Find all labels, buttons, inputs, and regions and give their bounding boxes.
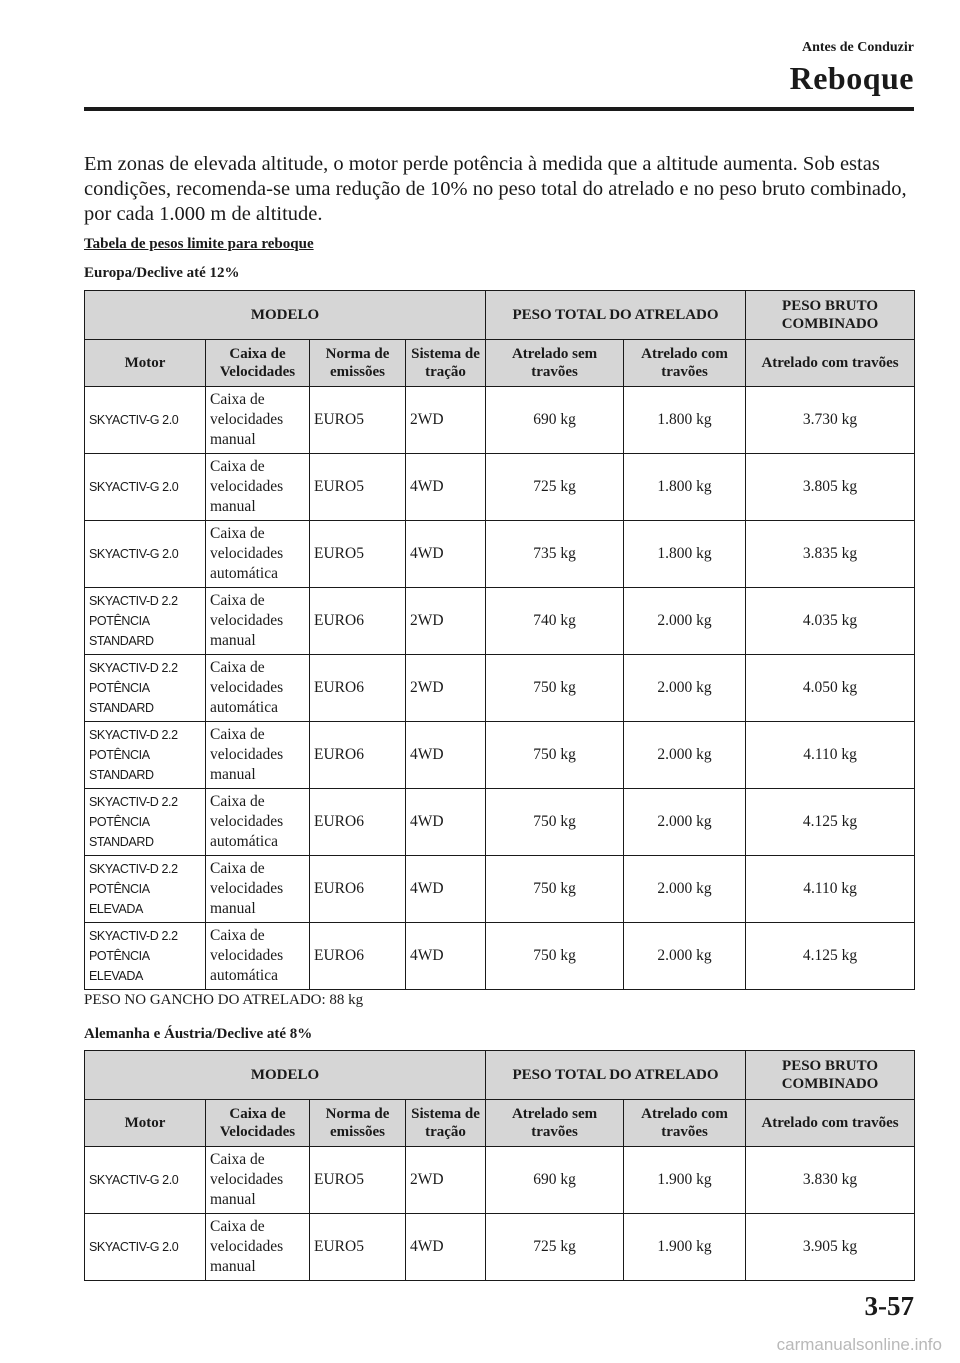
header-caixa: Caixa de Velocidades [206,340,310,387]
cell-tracao: 2WD [406,655,486,722]
motor-line: SKYACTIV-G 2.0 [89,547,179,561]
cell-caixa [206,789,310,856]
caixa-line: automática [210,833,278,850]
cell-com-travoes: 1.800 kg [624,521,746,588]
caixa-line: manual [210,1258,256,1275]
cell-tracao: 2WD [406,588,486,655]
page-number: 3-57 [864,1291,914,1321]
cell-com-travoes: 1.800 kg [624,387,746,454]
cell-com-travoes: 1.900 kg [624,1147,746,1214]
header-bruto-com-travoes: Atrelado com travões [746,340,915,387]
cell-caixa [206,722,310,789]
caixa-line: manual [210,900,256,917]
header-motor: Motor [85,340,206,387]
cell-tracao: 4WD [406,789,486,856]
header-peso-total: PESO TOTAL DO ATRELADO [486,1051,746,1100]
caixa-line: velocidades [210,746,284,763]
caixa-line: velocidades [210,545,284,562]
cell-tracao: 2WD [406,387,486,454]
caixa-line: velocidades [210,813,284,830]
header-modelo: MODELO [85,291,486,340]
caixa-line: automática [210,967,278,984]
cell-com-travoes: 1.900 kg [624,1214,746,1281]
table-body [85,1147,915,1281]
header-com-travoes: Atrelado com travões [624,1100,746,1147]
table-row [85,387,915,454]
caixa-line: velocidades [210,947,284,964]
caixa-line: Caixa de [210,1151,265,1168]
watermark: carmanualsonline.info [776,1335,942,1354]
cell-norma: EURO6 [310,588,406,655]
section-header: Antes de Conduzir [801,40,914,55]
cell-norma: EURO6 [310,722,406,789]
motor-line: SKYACTIV-G 2.0 [89,480,179,494]
caixa-line: Caixa de [210,391,265,408]
motor-line: STANDARD [89,768,154,782]
cell-sem-travoes: 725 kg [486,1214,624,1281]
caixa-line: Caixa de [210,592,265,609]
motor-line: STANDARD [89,634,154,648]
cell-tracao: 4WD [406,454,486,521]
caixa-line: Caixa de [210,927,265,944]
cell-norma: EURO6 [310,923,406,990]
header-norma: Norma de emissões [310,1100,406,1147]
cell-com-travoes: 2.000 kg [624,856,746,923]
cell-norma: EURO6 [310,655,406,722]
caixa-line: velocidades [210,679,284,696]
cell-tracao: 4WD [406,856,486,923]
cell-peso-bruto: 3.905 kg [746,1214,915,1281]
cell-peso-bruto: 4.050 kg [746,655,915,722]
header-com-travoes: Atrelado com travões [624,340,746,387]
motor-line: POTÊNCIA [89,681,150,695]
cell-tracao: 4WD [406,1214,486,1281]
cell-caixa [206,521,310,588]
header-motor: Motor [85,1100,206,1147]
cell-sem-travoes: 750 kg [486,789,624,856]
motor-line: SKYACTIV-G 2.0 [89,1173,179,1187]
header-bruto-com-travoes: Atrelado com travões [746,1100,915,1147]
caixa-line: Caixa de [210,860,265,877]
motor-line: ELEVADA [89,902,143,916]
cell-caixa [206,454,310,521]
cell-norma: EURO6 [310,789,406,856]
cell-tracao: 4WD [406,923,486,990]
tow-table-europe [84,290,915,990]
header-modelo: MODELO [85,1051,486,1100]
cell-sem-travoes: 750 kg [486,722,624,789]
motor-line: SKYACTIV-G 2.0 [89,413,179,427]
motor-line: SKYACTIV-D 2.2 [89,795,178,809]
cell-com-travoes: 2.000 kg [624,655,746,722]
cell-norma: EURO5 [310,1147,406,1214]
cell-com-travoes: 2.000 kg [624,722,746,789]
cell-caixa [206,856,310,923]
cell-peso-bruto: 4.125 kg [746,789,915,856]
cell-com-travoes: 1.800 kg [624,454,746,521]
header-peso-bruto: PESO BRUTO COMBINADO [746,1051,915,1100]
table-body [85,387,915,990]
tow-table-germany-austria [84,1050,915,1281]
motor-line: POTÊNCIA [89,949,150,963]
cell-motor [85,1147,206,1214]
motor-line: SKYACTIV-D 2.2 [89,728,178,742]
header-caixa: Caixa de Velocidades [206,1100,310,1147]
cell-sem-travoes: 690 kg [486,1147,624,1214]
page-title: Reboque [789,60,914,96]
caixa-line: manual [210,431,256,448]
table-row [85,1147,915,1214]
cell-caixa [206,923,310,990]
cell-caixa [206,1214,310,1281]
cell-caixa [206,588,310,655]
cell-sem-travoes: 690 kg [486,387,624,454]
cell-motor [85,655,206,722]
header-tracao: Sistema de tração [406,340,486,387]
cell-motor [85,454,206,521]
table-row [85,789,915,856]
caixa-line: Caixa de [210,458,265,475]
cell-com-travoes: 2.000 kg [624,923,746,990]
cell-sem-travoes: 735 kg [486,521,624,588]
cell-peso-bruto: 4.125 kg [746,923,915,990]
table-row [85,923,915,990]
cell-motor [85,722,206,789]
caixa-line: Caixa de [210,1218,265,1235]
motor-line: SKYACTIV-D 2.2 [89,929,178,943]
cell-tracao: 4WD [406,521,486,588]
cell-caixa [206,387,310,454]
caixa-line: Caixa de [210,525,265,542]
caixa-line: velocidades [210,411,284,428]
motor-line: ELEVADA [89,969,143,983]
caixa-line: manual [210,1191,256,1208]
cell-peso-bruto: 3.835 kg [746,521,915,588]
caixa-line: manual [210,498,256,515]
motor-line: SKYACTIV-D 2.2 [89,594,178,608]
cell-motor [85,588,206,655]
cell-tracao: 2WD [406,1147,486,1214]
table-row [85,521,915,588]
header-norma: Norma de emissões [310,340,406,387]
cell-motor [85,387,206,454]
caixa-line: velocidades [210,1171,284,1188]
header-peso-total: PESO TOTAL DO ATRELADO [486,291,746,340]
cell-sem-travoes: 750 kg [486,856,624,923]
region-label-germany-austria: Alemanha e Áustria/Declive até 8% [84,1026,313,1042]
cell-sem-travoes: 750 kg [486,655,624,722]
cell-motor [85,923,206,990]
cell-sem-travoes: 725 kg [486,454,624,521]
cell-motor [85,856,206,923]
cell-sem-travoes: 740 kg [486,588,624,655]
motor-line: POTÊNCIA [89,748,150,762]
cell-tracao: 4WD [406,722,486,789]
caixa-line: velocidades [210,880,284,897]
motor-line: POTÊNCIA [89,815,150,829]
motor-line: STANDARD [89,835,154,849]
cell-com-travoes: 2.000 kg [624,789,746,856]
cell-sem-travoes: 750 kg [486,923,624,990]
header-sem-travoes: Atrelado sem travões [486,340,624,387]
motor-line: STANDARD [89,701,154,715]
table-row [85,454,915,521]
header-sem-travoes: Atrelado sem travões [486,1100,624,1147]
intro-paragraph: Em zonas de elevada altitude, o motor perde potência à medida que a altitude aumenta. Sob estas condições, recomenda-se uma redução de 10% no peso total do atrelado e no peso bruto combinado, por cada 1.000 m de altitude. [84,153,907,225]
header-peso-bruto: PESO BRUTO COMBINADO [746,291,915,340]
motor-line: SKYACTIV-D 2.2 [89,661,178,675]
motor-line: POTÊNCIA [89,882,150,896]
cell-norma: EURO6 [310,856,406,923]
caixa-line: automática [210,699,278,716]
cell-norma: EURO5 [310,1214,406,1281]
hitch-weight-note: PESO NO GANCHO DO ATRELADO: 88 kg [84,992,364,1008]
header-divider [84,107,914,111]
cell-caixa [206,1147,310,1214]
caixa-line: Caixa de [210,793,265,810]
cell-motor [85,789,206,856]
motor-line: POTÊNCIA [89,614,150,628]
caixa-line: Caixa de [210,726,265,743]
caixa-line: velocidades [210,612,284,629]
table-row [85,1214,915,1281]
cell-peso-bruto: 3.805 kg [746,454,915,521]
caixa-line: manual [210,632,256,649]
cell-peso-bruto: 4.110 kg [746,856,915,923]
cell-norma: EURO5 [310,387,406,454]
table-row [85,588,915,655]
cell-peso-bruto: 3.730 kg [746,387,915,454]
cell-motor [85,521,206,588]
header-tracao: Sistema de tração [406,1100,486,1147]
cell-motor [85,1214,206,1281]
table-row [85,722,915,789]
region-label-europe: Europa/Declive até 12% [84,265,240,281]
caixa-line: automática [210,565,278,582]
caixa-line: velocidades [210,478,284,495]
motor-line: SKYACTIV-D 2.2 [89,862,178,876]
motor-line: SKYACTIV-G 2.0 [89,1240,179,1254]
cell-caixa [206,655,310,722]
cell-norma: EURO5 [310,521,406,588]
caixa-line: Caixa de [210,659,265,676]
cell-peso-bruto: 3.830 kg [746,1147,915,1214]
caixa-line: manual [210,766,256,783]
cell-norma: EURO5 [310,454,406,521]
table-row [85,655,915,722]
caixa-line: velocidades [210,1238,284,1255]
table-row [85,856,915,923]
cell-com-travoes: 2.000 kg [624,588,746,655]
cell-peso-bruto: 4.110 kg [746,722,915,789]
cell-peso-bruto: 4.035 kg [746,588,915,655]
table-title: Tabela de pesos limite para reboque [84,236,314,252]
